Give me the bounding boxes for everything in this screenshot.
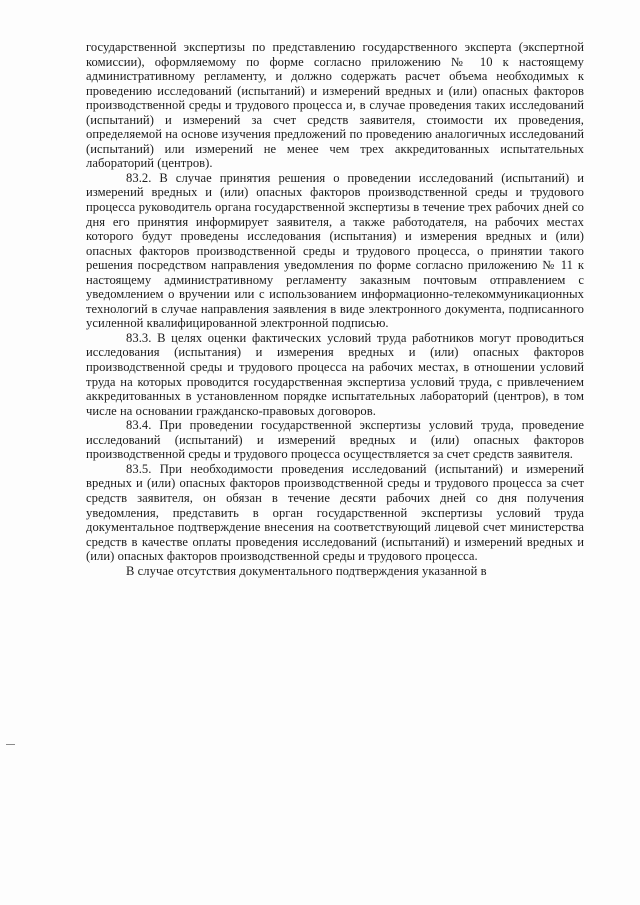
scan-margin-mark <box>6 744 15 745</box>
paragraph-last-line: В случае отсутствия документального подтверждения указанной в <box>126 563 487 578</box>
paragraph-continuation: государственной экспертизы по представлению государственного эксперта (экспертной комиссии), оформляемому по форме согласно приложению № 10 к настоящему административному регламенту, и должно содержать расчет объема необходимых к проведению исследований (испытаний) и измерений вредных и (или) опасных факторов производственной среды и трудового процесса и, в случае проведения таких исследований (испытаний) и измерений за счет средств заявителя, стоимости их проведения, определяемой на основе изучения предложений по проведению аналогичных исследований (испытаний) или измерений не менее чем трех аккредитованных испытательных лабораторий (центров). <box>86 40 584 171</box>
paragraph-83-4: 83.4. При проведении государственной экспертизы условий труда, проведение исследований (испытаний) и измерений вредных и (или) опасных факторов производственной среды и трудового процесса осуществляется за счет средств заявителя. <box>86 418 584 462</box>
document-body <box>86 40 584 578</box>
paragraph-83-3: 83.3. В целях оценки фактических условий труда работников могут проводиться исследования (испытания) и измерения вредных и (или) опасных факторов производственной среды и трудового процесса на рабочих местах, в отношении условий труда на которых проводится государственная экспертиза условий труда, с привлечением аккредитованных в установленном порядке испытательных лабораторий (центров), в том числе на основании гражданско-правовых договоров. <box>86 330 584 418</box>
paragraph-83-2: 83.2. В случае принятия решения о проведении исследований (испытаний) и измерений вредных и (или) опасных факторов производственной среды и трудового процесса руководитель органа государственной экспертизы в течение трех рабочих дней со дня его принятия информирует заявителя, а также работодателя, на рабочих местах которого будут проведены исследования (испытания) и измерения вредных и (или) опасных факторов производственной среды и трудового процесса, о принятии такого решения посредством направления уведомления по форме согласно приложению № 11 к настоящему административному регламенту заказным почтовым отправлением с уведомлением о вручении или с использованием информационно-телекоммуникационных технологий в случае направления заявления в виде электронного документа, подписанного усиленной квалифицированной электронной подписью. <box>86 170 584 331</box>
paragraph-83-5: 83.5. При необходимости проведения исследований (испытаний) и измерений вредных и (или) опасных факторов производственной среды и трудового процесса за счет средств заявителя, он обязан в течение десяти рабочих дней со дня получения уведомления, представить в орган государственной экспертизы условий труда документальное подтверждение внесения на соответствующий лицевой счет министерства средств в качестве оплаты проведения исследований (испытаний) и измерений вредных и (или) опасных факторов производственной среды и трудового процесса. <box>86 461 584 564</box>
